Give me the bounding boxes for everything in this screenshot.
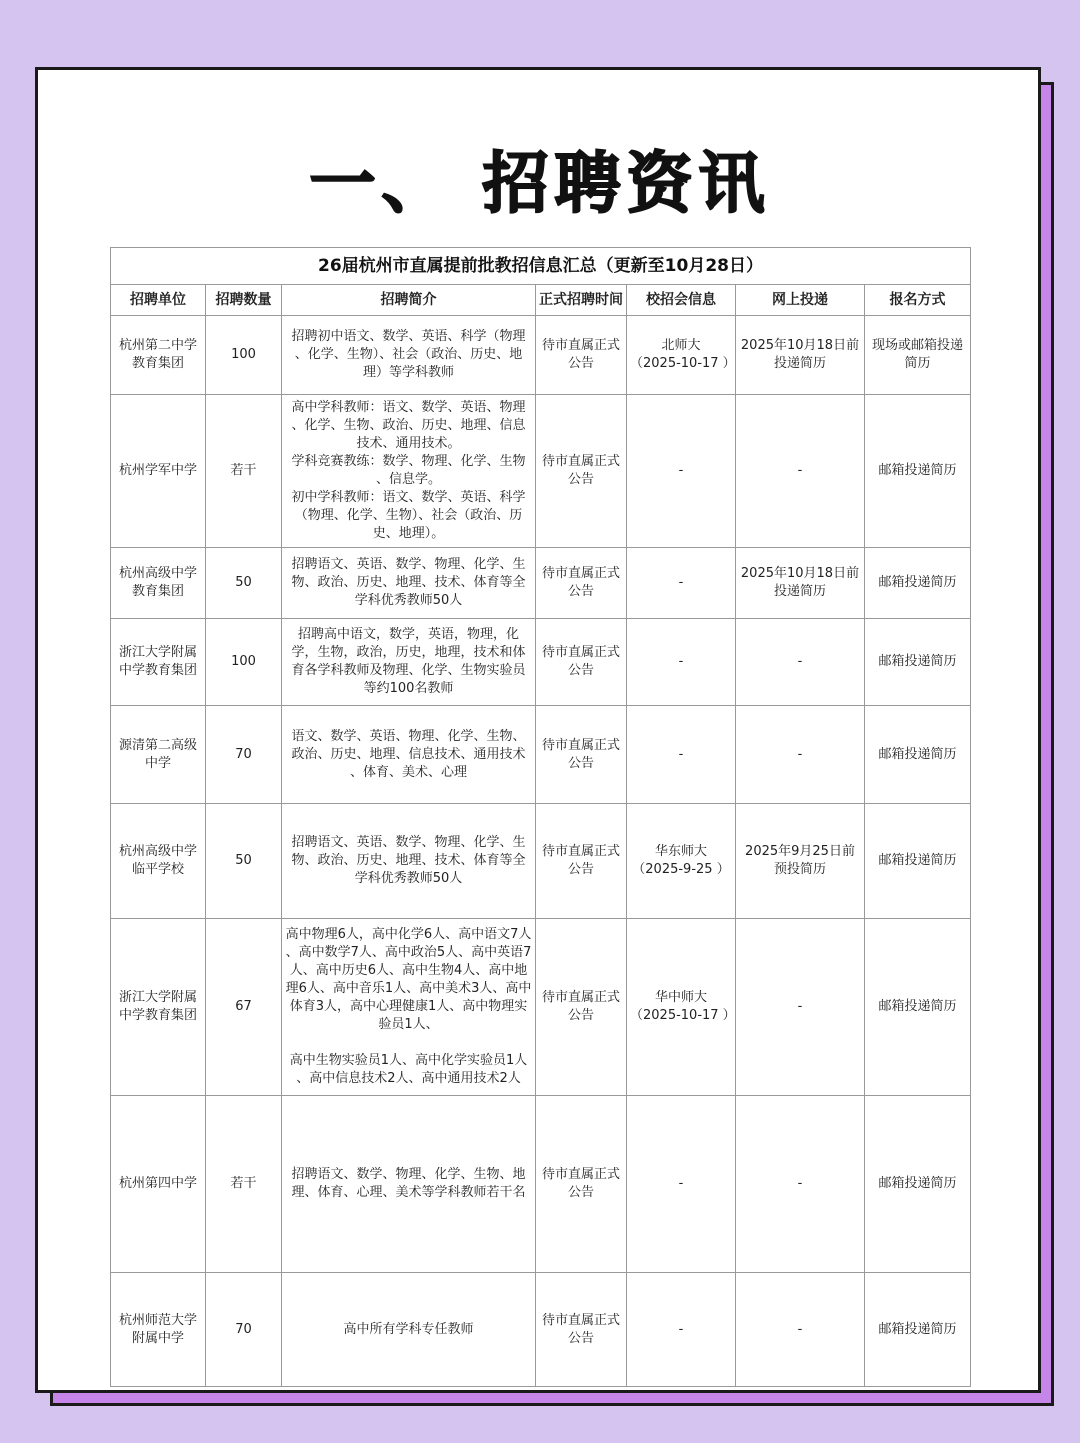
cell-intro: 招聘语文、数学、物理、化学、生物、地 理、体育、心理、美术等学科教师若干名: [282, 1096, 536, 1273]
cell-time: 待市直属正式 公告: [536, 1273, 627, 1387]
cell-count: 67: [206, 919, 282, 1096]
cell-time: 待市直属正式 公告: [536, 919, 627, 1096]
cell-count: 50: [206, 548, 282, 619]
table-caption: 26届杭州市直属提前批教招信息汇总（更新至10月28日）: [110, 247, 971, 284]
cell-intro: 语文、数学、英语、物理、化学、生物、 政治、历史、地理、信息技术、通用技术 、体育、美术、心理: [282, 706, 536, 804]
cell-method: 邮箱投递简历: [865, 395, 971, 548]
cell-method: 邮箱投递简历: [865, 1096, 971, 1273]
cell-campus: -: [627, 1273, 736, 1387]
cell-online: 2025年10月18日前 投递简历: [736, 548, 865, 619]
cell-unit: 杭州高级中学 临平学校: [111, 804, 206, 919]
cell-count: 若干: [206, 1096, 282, 1273]
table-row: [111, 1096, 971, 1273]
cell-intro: 高中物理6人，高中化学6人、高中语文7人 、高中数学7人、高中政治5人、高中英语7 人、高中历史6人、高中生物4人、高中地 理6人、高中音乐1人、高中美术3人、高中 体育3人，高中心理健康1人、高中物理实 验员1人、 高中生物实验员1人、高中化学实验员1人 、高中信息技术2人、高中通用技术2人: [282, 919, 536, 1096]
cell-unit: 杭州高级中学 教育集团: [111, 548, 206, 619]
cell-time: 待市直属正式 公告: [536, 548, 627, 619]
header-online: 网上投递: [736, 285, 865, 316]
cell-time: 待市直属正式 公告: [536, 1096, 627, 1273]
cell-time: 待市直属正式 公告: [536, 395, 627, 548]
header-unit: 招聘单位: [111, 285, 206, 316]
table-row: [111, 804, 971, 919]
cell-count: 50: [206, 804, 282, 919]
cell-unit: 杭州学军中学: [111, 395, 206, 548]
cell-unit: 杭州第二中学 教育集团: [111, 316, 206, 395]
cell-unit: 杭州第四中学: [111, 1096, 206, 1273]
cell-unit: 杭州师范大学 附属中学: [111, 1273, 206, 1387]
page-title: 一、 招聘资讯: [309, 145, 771, 222]
cell-method: 邮箱投递简历: [865, 1273, 971, 1387]
table-row: [111, 1273, 971, 1387]
cell-intro: 高中学科教师：语文、数学、英语、物理 、化学、生物、政治、历史、地理、信息 技术、通用技术。 学科竞赛教练：数学、物理、化学、生物 、信息学。 初中学科教师：语文、数学、英语、科学 （物理、化学、生物）、社会（政治、历 史、地理）。: [282, 395, 536, 548]
cell-method: 邮箱投递简历: [865, 804, 971, 919]
header-row: [111, 285, 971, 316]
recruitment-table: [110, 247, 971, 1387]
cell-count: 70: [206, 1273, 282, 1387]
cell-campus: 华东师大 （2025-9-25 ）: [627, 804, 736, 919]
table-row: [111, 548, 971, 619]
cell-unit: 源清第二高级 中学: [111, 706, 206, 804]
cell-time: 待市直属正式 公告: [536, 706, 627, 804]
cell-method: 邮箱投递简历: [865, 919, 971, 1096]
cell-online: -: [736, 395, 865, 548]
cell-online: -: [736, 1096, 865, 1273]
table-row: [111, 316, 971, 395]
cell-time: 待市直属正式 公告: [536, 316, 627, 395]
cell-method: 现场或邮箱投递 简历: [865, 316, 971, 395]
table-row: [111, 619, 971, 706]
cell-intro: 招聘初中语文、数学、英语、科学（物理 、化学、生物）、社会（政治、历史、地 理）等学科教师: [282, 316, 536, 395]
cell-method: 邮箱投递简历: [865, 548, 971, 619]
cell-intro: 招聘高中语文，数学，英语，物理，化 学，生物，政治，历史，地理，技术和体 育各学科教师及物理、化学、生物实验员 等约100名教师: [282, 619, 536, 706]
cell-count: 100: [206, 619, 282, 706]
cell-campus: -: [627, 706, 736, 804]
header-intro: 招聘简介: [282, 285, 536, 316]
cell-count: 若干: [206, 395, 282, 548]
cell-online: 2025年9月25日前 预投简历: [736, 804, 865, 919]
cell-unit: 浙江大学附属 中学教育集团: [111, 619, 206, 706]
header-count: 招聘数量: [206, 285, 282, 316]
cell-online: 2025年10月18日前 投递简历: [736, 316, 865, 395]
header-method: 报名方式: [865, 285, 971, 316]
cell-count: 100: [206, 316, 282, 395]
cell-time: 待市直属正式 公告: [536, 804, 627, 919]
table-row: [111, 706, 971, 804]
cell-count: 70: [206, 706, 282, 804]
cell-online: -: [736, 919, 865, 1096]
cell-online: -: [736, 1273, 865, 1387]
table-row: [111, 395, 971, 548]
cell-unit: 浙江大学附属 中学教育集团: [111, 919, 206, 1096]
cell-method: 邮箱投递简历: [865, 706, 971, 804]
cell-campus: 北师大 （2025-10-17 ）: [627, 316, 736, 395]
cell-online: -: [736, 619, 865, 706]
cell-campus: -: [627, 1096, 736, 1273]
cell-method: 邮箱投递简历: [865, 619, 971, 706]
cell-time: 待市直属正式 公告: [536, 619, 627, 706]
cell-campus: -: [627, 548, 736, 619]
cell-online: -: [736, 706, 865, 804]
cell-campus: 华中师大 （2025-10-17 ）: [627, 919, 736, 1096]
cell-campus: -: [627, 619, 736, 706]
cell-intro: 招聘语文、英语、数学、物理、化学、生 物、政治、历史、地理、技术、体育等全 学科优秀教师50人: [282, 804, 536, 919]
cell-campus: -: [627, 395, 736, 548]
cell-intro: 招聘语文、英语、数学、物理、化学、生 物、政治、历史、地理、技术、体育等全 学科优秀教师50人: [282, 548, 536, 619]
table-row: [111, 919, 971, 1096]
cell-intro: 高中所有学科专任教师: [282, 1273, 536, 1387]
header-time: 正式招聘时间: [536, 285, 627, 316]
header-campus: 校招会信息: [627, 285, 736, 316]
